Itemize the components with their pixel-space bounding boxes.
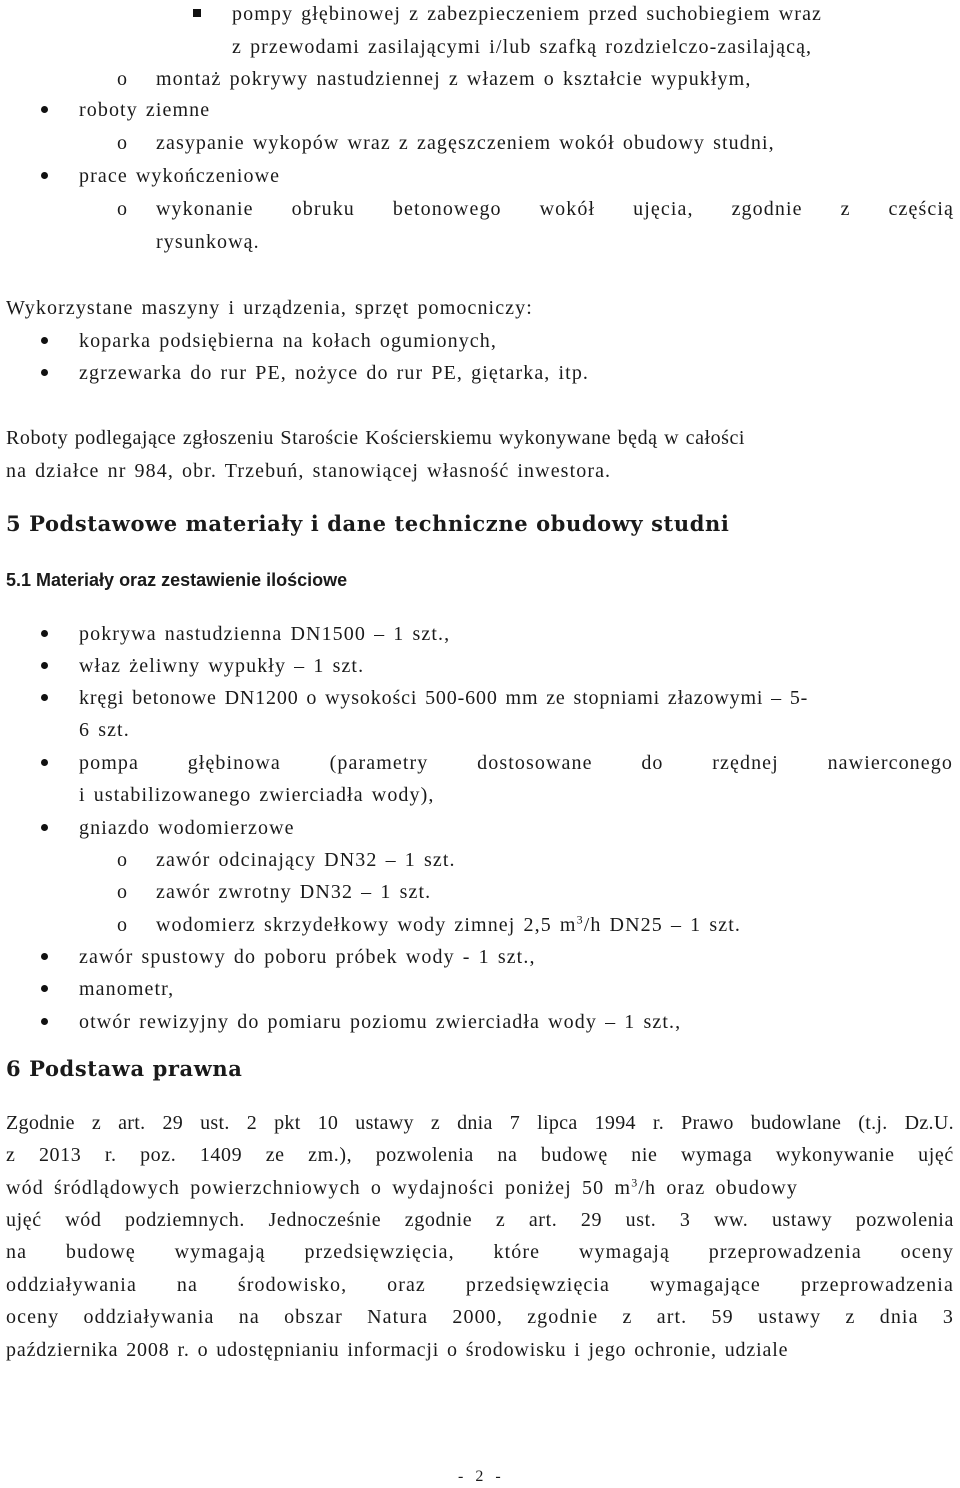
word: ustawy xyxy=(757,1306,822,1328)
word: pkt xyxy=(274,1112,301,1134)
superscript: 3 xyxy=(576,912,584,927)
circle-bullet-icon: o xyxy=(117,881,127,903)
bullet-icon xyxy=(41,337,48,344)
word: oceny xyxy=(6,1306,60,1328)
word: 59 xyxy=(711,1306,734,1328)
bullet-icon xyxy=(41,172,48,179)
word: zgodnie xyxy=(527,1306,599,1328)
word: oceny xyxy=(900,1241,954,1263)
word: z xyxy=(845,1306,856,1328)
word: lipca xyxy=(537,1112,578,1134)
word: budowę xyxy=(540,1144,608,1166)
text: wodomierz skrzydełkowy wody zimnej 2,5 m xyxy=(156,914,577,936)
word: 29 xyxy=(580,1209,603,1231)
legal-para-line4 xyxy=(6,1207,954,1233)
text: /h oraz obudowy xyxy=(638,1177,799,1199)
word: z xyxy=(840,198,851,220)
word: 2013 xyxy=(38,1144,82,1166)
legal-para-line2 xyxy=(6,1142,954,1168)
word: budowę xyxy=(65,1241,136,1263)
material-rings: kręgi betonowe DN1200 o wysokości 500-600 mm ze stopniami złazowymi – 5- xyxy=(79,687,809,709)
equipment-item-welder: zgrzewarka do rur PE, nożyce do rur PE, giętarka, itp. xyxy=(79,362,590,384)
works-paragraph-line1: Roboty podlegające zgłoszeniu Staroście Kościerskiemu wykonywane będą w całości xyxy=(6,427,746,449)
word: z xyxy=(430,1112,441,1134)
word: wymagają xyxy=(174,1241,266,1263)
word: poz. xyxy=(140,1144,177,1166)
list-item-concrete xyxy=(156,196,954,222)
word: ujęć xyxy=(6,1209,42,1231)
word: przeprowadzenia xyxy=(708,1241,862,1263)
word: 1409 xyxy=(199,1144,243,1166)
list-item-backfill: zasypanie wykopów wraz z zagęszczeniem wokół obudowy studni, xyxy=(156,132,775,154)
bullet-icon xyxy=(41,106,48,113)
word: przeprowadzenia xyxy=(800,1274,954,1296)
word: na xyxy=(6,1241,28,1263)
word: pompa xyxy=(79,752,139,774)
word: budowlane xyxy=(750,1112,842,1134)
word: ww. xyxy=(714,1209,749,1231)
list-item-pump-cont: z przewodami zasilającymi i/lub szafką rozdzielczo-zasilającą, xyxy=(232,36,813,58)
square-bullet-icon xyxy=(193,9,201,17)
material-pump xyxy=(79,750,953,776)
word: nawierconego xyxy=(827,752,953,774)
word: 3 xyxy=(679,1209,691,1231)
word: do xyxy=(641,752,664,774)
word: ust. xyxy=(200,1112,230,1134)
word: r. xyxy=(652,1112,665,1134)
legal-para-line7 xyxy=(6,1304,954,1330)
circle-bullet-icon: o xyxy=(117,849,127,871)
word: dnia xyxy=(457,1112,493,1134)
word: przedsięwzięcia xyxy=(465,1274,611,1296)
word: ust. xyxy=(625,1209,657,1231)
list-item-concrete-cont: rysunkową. xyxy=(156,231,260,253)
bullet-icon xyxy=(41,1018,48,1025)
word: z xyxy=(6,1144,16,1166)
word: oraz xyxy=(387,1274,426,1296)
word: (parametry xyxy=(329,752,429,774)
word: ze xyxy=(265,1144,285,1166)
word: wymagające xyxy=(649,1274,761,1296)
word: dnia xyxy=(879,1306,919,1328)
word: wymagają xyxy=(578,1241,670,1263)
word: Prawo xyxy=(681,1112,734,1134)
word: Jednocześnie xyxy=(268,1209,382,1231)
word: art. xyxy=(528,1209,558,1231)
word: wykonanie xyxy=(156,198,254,220)
word: oddziaływania xyxy=(6,1274,137,1296)
word: na xyxy=(497,1144,518,1166)
equipment-heading: Wykorzystane maszyny i urządzenia, sprzęt pomocniczy: xyxy=(6,297,533,319)
legal-para-line8: października 2008 r. o udostępnianiu informacji o środowisku i jego ochronie, udziale xyxy=(6,1339,789,1361)
bullet-icon xyxy=(41,985,48,992)
word: 10 xyxy=(317,1112,339,1134)
circle-bullet-icon: o xyxy=(117,198,127,220)
word: obruku xyxy=(291,198,355,220)
material-meter-socket: gniazdo wodomierzowe xyxy=(79,817,295,839)
material-cover: pokrywa nastudzienna DN1500 – 1 szt., xyxy=(79,623,451,645)
circle-bullet-icon: o xyxy=(117,132,127,154)
word: Zgodnie xyxy=(6,1112,75,1134)
legal-para-line3 xyxy=(6,1175,798,1201)
legal-para-line1 xyxy=(6,1110,954,1136)
word: ujęcia, xyxy=(633,198,694,220)
bullet-icon xyxy=(41,759,48,766)
word: 2000, xyxy=(452,1306,503,1328)
word: (t.j. xyxy=(858,1112,888,1134)
material-hatch: właz żeliwny wypukły – 1 szt. xyxy=(79,655,365,677)
word: częścią xyxy=(888,198,954,220)
equipment-item-excavator: koparka podsiębierna na kołach ogumionych, xyxy=(79,330,497,352)
word: na xyxy=(176,1274,198,1296)
works-paragraph-line2: na działce nr 984, obr. Trzebuń, stanowiącej własność inwestora. xyxy=(6,460,612,482)
word: 3 xyxy=(942,1306,954,1328)
bullet-icon xyxy=(41,369,48,376)
word: przedsięwzięcia, xyxy=(304,1241,455,1263)
text: /h DN25 – 1 szt. xyxy=(583,914,741,936)
word: z xyxy=(91,1112,102,1134)
bullet-icon xyxy=(41,630,48,637)
word: pozwolenia xyxy=(375,1144,474,1166)
word: ustawy xyxy=(771,1209,833,1231)
material-water-meter xyxy=(156,912,741,938)
legal-para-line6 xyxy=(6,1272,954,1298)
word: obszar xyxy=(284,1306,343,1328)
word: ujęć xyxy=(918,1144,954,1166)
material-manometer: manometr, xyxy=(79,978,175,1000)
word: 29 xyxy=(162,1112,184,1134)
word: dostosowane xyxy=(477,752,593,774)
bullet-icon xyxy=(41,694,48,701)
word: Dz.U. xyxy=(904,1112,954,1134)
section-6-title: 6 Podstawa prawna xyxy=(6,1056,243,1081)
word: art. xyxy=(118,1112,146,1134)
word: wykonywanie xyxy=(775,1144,895,1166)
word: oddziaływania xyxy=(83,1306,215,1328)
word: środowisko, xyxy=(237,1274,348,1296)
word: zgodnie xyxy=(404,1209,473,1231)
word: 2 xyxy=(246,1112,258,1134)
word: ustawy xyxy=(355,1112,414,1134)
word: Natura xyxy=(367,1306,429,1328)
word: r. xyxy=(104,1144,117,1166)
list-item-finishing: prace wykończeniowe xyxy=(79,165,281,187)
material-drain-valve: zawór spustowy do poboru próbek wody - 1 szt., xyxy=(79,946,536,968)
word: art. xyxy=(656,1306,688,1328)
word: wokół xyxy=(539,198,596,220)
word: z xyxy=(622,1306,633,1328)
word: które xyxy=(493,1241,541,1263)
material-rings-cont: 6 szt. xyxy=(79,719,130,741)
list-item-earthworks: roboty ziemne xyxy=(79,99,211,121)
word: wód xyxy=(65,1209,102,1231)
word: z xyxy=(495,1209,506,1231)
word: na xyxy=(238,1306,260,1328)
word: rzędnej xyxy=(712,752,779,774)
bullet-icon xyxy=(41,824,48,831)
section-5-1-title: 5.1 Materiały oraz zestawienie ilościowe xyxy=(6,570,348,590)
word: wymaga xyxy=(680,1144,753,1166)
section-5-title: 5 Podstawowe materiały i dane techniczne obudowy studni xyxy=(6,511,730,536)
word: podziemnych. xyxy=(125,1209,245,1231)
list-item-pump: pompy głębinowej z zabezpieczeniem przed suchobiegiem wraz xyxy=(232,3,823,25)
word: betonowego xyxy=(392,198,502,220)
circle-bullet-icon: o xyxy=(117,914,127,936)
page-number: - 2 - xyxy=(458,1468,505,1485)
text: wód śródlądowych powierzchniowych o wydajności poniżej 50 m xyxy=(6,1177,632,1199)
bullet-icon xyxy=(41,953,48,960)
word: pozwolenia xyxy=(855,1209,954,1231)
word: głębinowa xyxy=(187,752,281,774)
word: 1994 xyxy=(594,1112,636,1134)
legal-para-line5 xyxy=(6,1239,954,1265)
bullet-icon xyxy=(41,662,48,669)
material-check-valve: zawór zwrotny DN32 – 1 szt. xyxy=(156,881,432,903)
material-pump-cont: i ustabilizowanego zwierciadła wody), xyxy=(79,784,435,806)
word: zm.), xyxy=(308,1144,353,1166)
material-shutoff-valve: zawór odcinający DN32 – 1 szt. xyxy=(156,849,456,871)
list-item-cover: montaż pokrywy nastudziennej z włazem o kształcie wypukłym, xyxy=(156,68,752,90)
superscript: 3 xyxy=(631,1175,639,1190)
word: 7 xyxy=(509,1112,521,1134)
word: nie xyxy=(631,1144,658,1166)
word: zgodnie xyxy=(731,198,803,220)
material-inspection-hole: otwór rewizyjny do pomiaru poziomu zwierciadła wody – 1 szt., xyxy=(79,1011,682,1033)
circle-bullet-icon: o xyxy=(117,68,127,90)
